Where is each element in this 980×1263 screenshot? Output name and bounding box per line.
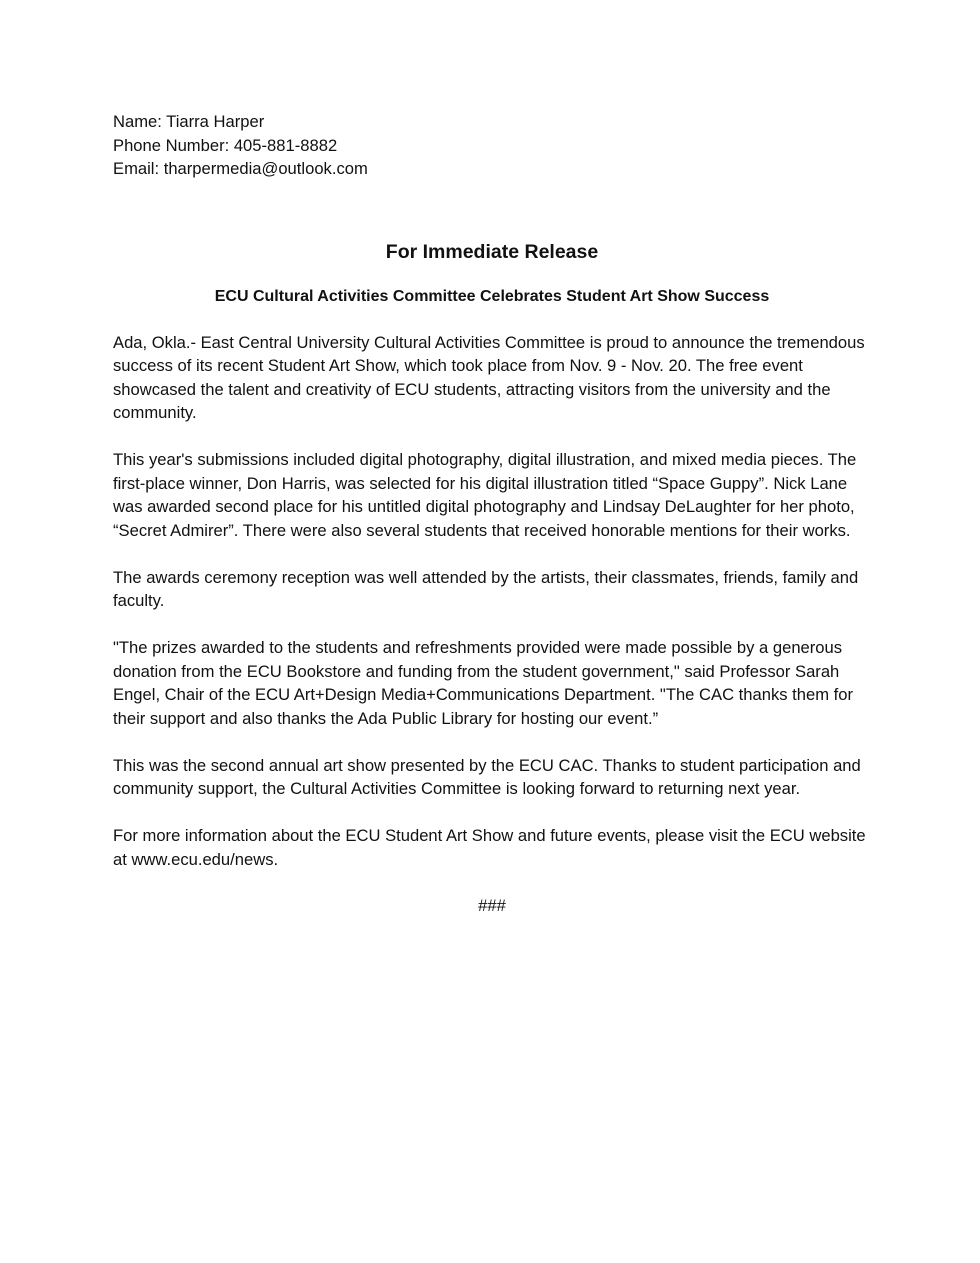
end-mark: ### [478,896,506,915]
body-paragraph-more-info: For more information about the ECU Student Art Show and future events, please visit the ECU website at www.ecu.edu/news. [113,826,866,869]
body-paragraph-annual: This was the second annual art show presented by the ECU CAC. Thanks to student participation and community support, the Cultural Activities Committee is looking forward to returning next year. [113,755,861,798]
contact-name: Name: Tiarra Harper [113,112,265,131]
press-release-page [113,110,871,918]
contact-email: Email: tharpermedia@outlook.com [113,159,368,178]
press-release-headline: ECU Cultural Activities Committee Celebrates Student Art Show Success [214,287,770,305]
contact-phone: Phone Number: 405-881-8882 [113,135,338,155]
contact-block [113,110,871,181]
body-paragraph-quote: "The prizes awarded to the students and refreshments provided were made possible by a generous donation from the ECU Bookstore and funding from the student government," said Professor Sarah Engel, Chair of the ECU Art+Design Media+Communications Department. "The CAC thanks them for their support and also thanks the Ada Public Library for hosting our event.” [113,638,854,728]
release-heading: For Immediate Release [385,240,599,263]
body-paragraph-ceremony: The awards ceremony reception was well attended by the artists, their classmates, friends, family and faculty. [113,567,859,610]
body-paragraph-intro: Ada, Okla.- East Central University Cultural Activities Committee is proud to announce the tremendous success of its recent Student Art Show, which took place from Nov. 9 - Nov. 20. The free event showcased the talent and creativity of ECU students, attracting visitors from the university and the community. [113,332,865,422]
body-paragraph-submissions: This year's submissions included digital photography, digital illustration, and mixed media pieces. The first-place winner, Don Harris, was selected for his digital illustration titled “Space Guppy”. Nick Lane was awarded second place for his untitled digital photography and Lindsay DeLaughter for her photo, “Secret Admirer”. There were also several students that received honorable mentions for their works. [113,450,857,540]
